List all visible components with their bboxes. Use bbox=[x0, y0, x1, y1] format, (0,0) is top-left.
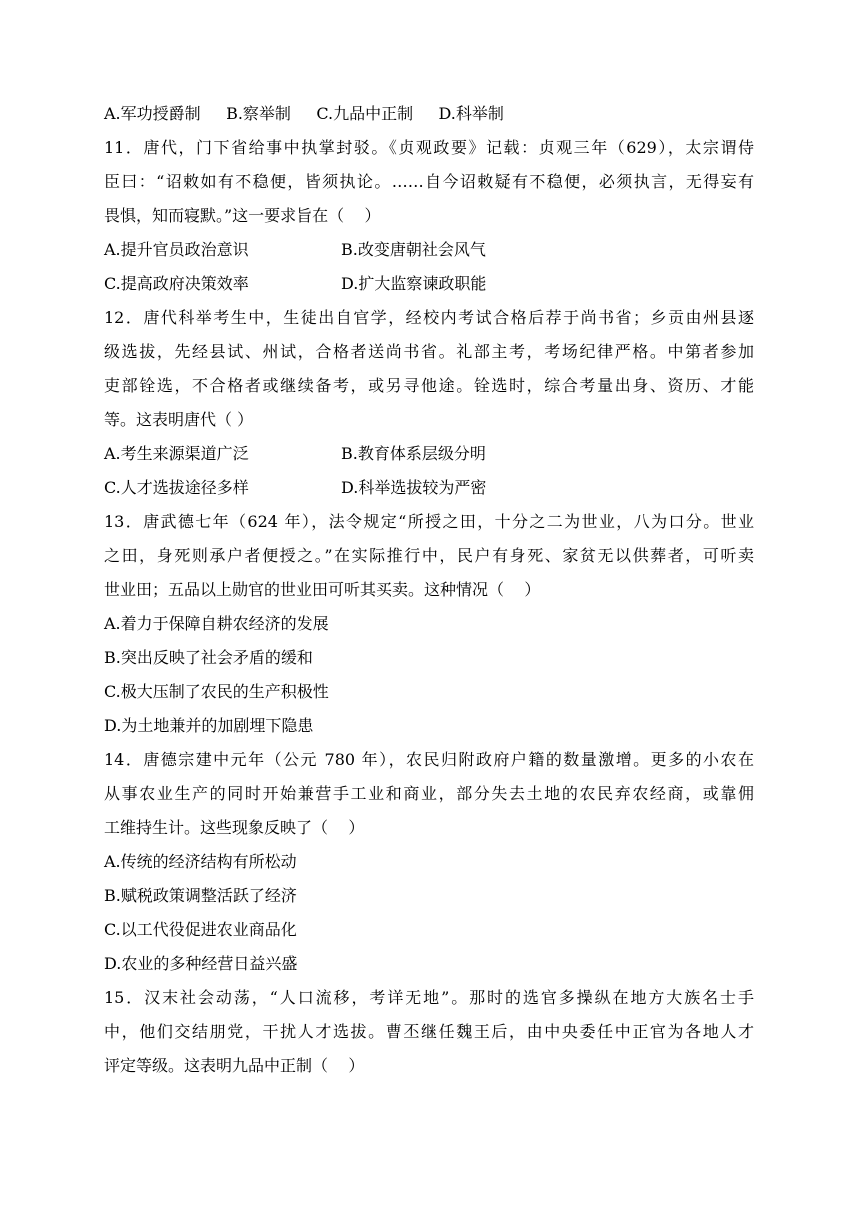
q14-option-d: D.农业的多种经营日益兴盛 bbox=[104, 954, 298, 973]
q13-option-b: B.突出反映了社会矛盾的缓和 bbox=[104, 648, 313, 667]
q14-option-a: A.传统的经济结构有所松动 bbox=[104, 852, 297, 871]
q15-stem-line-3: 评定等级。这表明九品中正制（ ） bbox=[104, 1056, 365, 1075]
q14-stem-line-1: 14．唐德宗建中元年（公元 780 年），农民归附政府户籍的数量激增。更多的小农在 bbox=[104, 750, 754, 769]
q11-option-b: B.改变唐朝社会风气 bbox=[341, 240, 486, 259]
q13-stem-line-3: 世业田；五品以上勋官的世业田可听其买卖。这种情况（ ） bbox=[104, 580, 541, 599]
q12-option-b: B.教育体系层级分明 bbox=[341, 444, 486, 463]
q10-options-line: A.军功授爵制 B.察举制 C.九品中正制 D.科举制 bbox=[104, 104, 504, 123]
q12-stem-line-2: 级选拔，先经县试、州试，合格者送尚书省。礼部主考，考场纪律严格。中第者参加 bbox=[104, 342, 754, 361]
q12-stem-line-1: 12．唐代科举考生中，生徒出自官学，经校内考试合格后荐于尚书省；乡贡由州县逐 bbox=[104, 308, 754, 327]
q12-option-c: C.人才选拔途径多样 bbox=[104, 478, 249, 497]
q15-stem-line-1: 15．汉末社会动荡，“人口流移，考详无地”。那时的选官多操纵在地方大族名士手 bbox=[104, 988, 754, 1007]
q12-option-a: A.考生来源渠道广泛 bbox=[104, 444, 249, 463]
q14-option-c: C.以工代役促进农业商品化 bbox=[104, 920, 297, 939]
q11-option-d: D.扩大监察谏政职能 bbox=[341, 274, 487, 293]
q12-option-d: D.科举选拔较为严密 bbox=[341, 478, 487, 497]
q13-option-d: D.为土地兼并的加剧埋下隐患 bbox=[104, 716, 314, 735]
q11-stem-line-2: 臣曰：“诏敕如有不稳便，皆须执论。……自今诏敕疑有不稳便，必须执言，无得妄有 bbox=[104, 172, 754, 191]
q12-stem-line-3: 吏部铨选，不合格者或继续备考，或另寻他途。铨选时，综合考量出身、资历、才能 bbox=[104, 376, 754, 395]
q11-option-a: A.提升官员政治意识 bbox=[104, 240, 249, 259]
q12-stem-line-4: 等。这表明唐代（ ） bbox=[104, 410, 254, 429]
q14-option-b: B.赋税政策调整活跃了经济 bbox=[104, 886, 297, 905]
q13-option-a: A.着力于保障自耕农经济的发展 bbox=[104, 614, 329, 633]
q15-stem-line-2: 中，他们交结朋党，干扰人才选拔。曹丕继任魏王后，由中央委任中正官为各地人才 bbox=[104, 1022, 754, 1041]
q13-stem-line-1: 13．唐武德七年（624 年），法令规定“所授之田，十分之二为世业，八为口分。世业 bbox=[104, 512, 754, 531]
q11-option-c: C.提高政府决策效率 bbox=[104, 274, 249, 293]
q13-option-c: C.极大压制了农民的生产积极性 bbox=[104, 682, 329, 701]
q14-stem-line-3: 工维持生计。这些现象反映了（ ） bbox=[104, 818, 365, 837]
q11-stem-line-1: 11．唐代，门下省给事中执掌封驳。《贞观政要》记载：贞观三年（629），太宗谓侍 bbox=[104, 138, 754, 157]
q11-stem-line-3: 畏惧，知而寝默。”这一要求旨在（ ） bbox=[104, 206, 381, 225]
q14-stem-line-2: 从事农业生产的同时开始兼营手工业和商业，部分失去土地的农民弃农经商，或靠佣 bbox=[104, 784, 754, 803]
q13-stem-line-2: 之田，身死则承户者便授之。”在实际推行中，民户有身死、家贫无以供葬者，可听卖 bbox=[104, 546, 754, 565]
